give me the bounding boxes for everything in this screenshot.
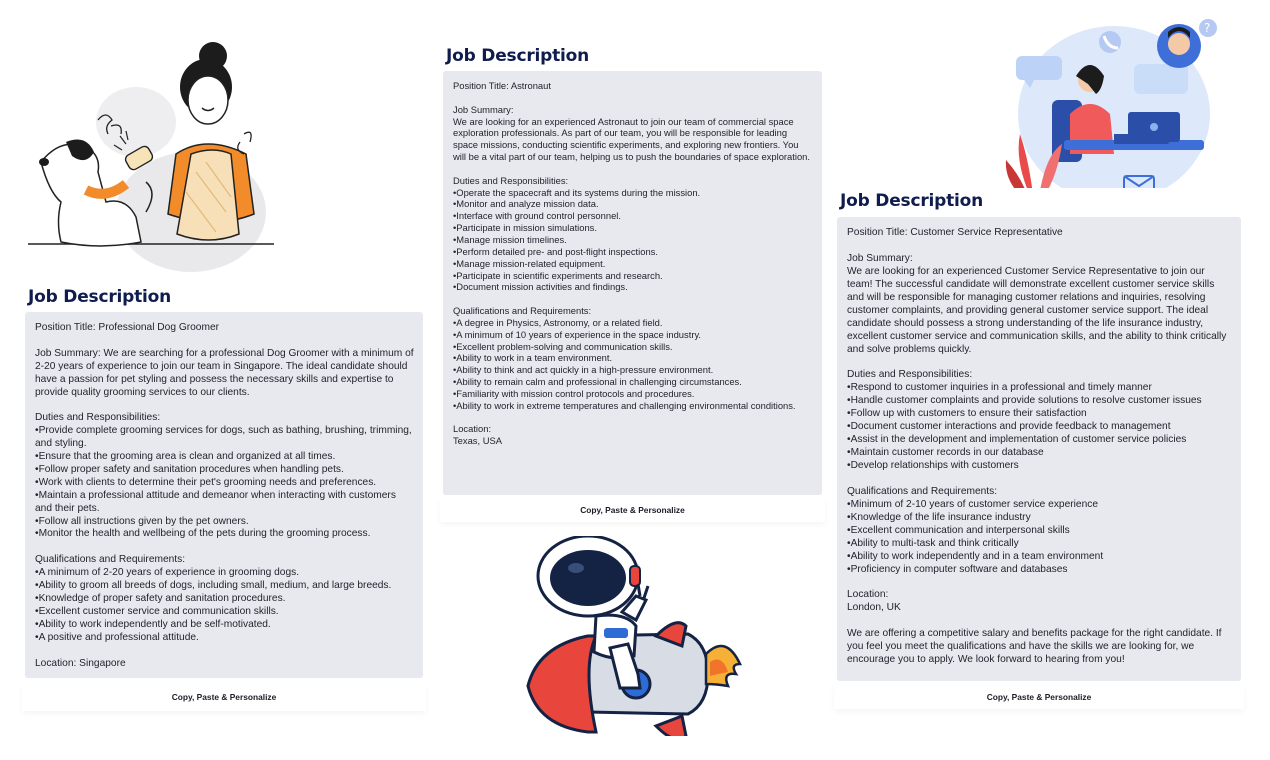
list-item: • Follow up with customers to ensure their satisfaction [847, 408, 1232, 421]
copy-paste-personalize-button[interactable]: Copy, Paste & Personalize [22, 683, 426, 711]
list-item: • Excellent customer service and communication skills. [35, 606, 414, 619]
list-item: • Ability to think and act quickly in a high-pressure environment. [453, 364, 813, 376]
list-item: • Operate the spacecraft and its systems during the mission. [453, 187, 813, 199]
copy-paste-personalize-button[interactable]: Copy, Paste & Personalize [834, 685, 1244, 709]
list-item: • Follow all instructions given by the pet owners. [35, 516, 414, 529]
location-label: Location: [847, 589, 889, 601]
list-item: • Proficiency in computer software and databases [847, 564, 1232, 577]
list-item: • Ensure that the grooming area is clean and organized at all times. [35, 451, 414, 464]
location-section [453, 423, 813, 447]
list-item: • Participate in mission simulations. [453, 222, 813, 234]
copy-paste-personalize-button[interactable]: Copy, Paste & Personalize [440, 498, 825, 522]
summary-section [847, 253, 1232, 357]
job-summary: Job Summary: We are searching for a professional Dog Groomer with a minimum of 2-20 years of experience to join our team in Singapore. The ideal candidate should have a passion for pet styling and possess the necessary skills and expertise to provide quality grooming services to our clients. [35, 347, 414, 398]
duties-section [453, 175, 813, 293]
qualifications-list [35, 567, 414, 644]
astronaut-rocket-illustration [526, 536, 744, 736]
summary-label: Job Summary: [453, 103, 514, 115]
qualifications-list [847, 499, 1232, 577]
list-item: • Ability to work in a team environment. [453, 352, 813, 364]
qualifications-section [35, 554, 414, 644]
list-item: • A degree in Physics, Astronomy, or a related field. [453, 317, 813, 329]
position-title: Position Title: Astronaut [453, 80, 551, 91]
qualifications-label: Qualifications and Requirements: [847, 485, 998, 497]
job-description-panel [443, 71, 822, 495]
list-item: • Monitor and analyze mission data. [453, 198, 813, 210]
job-card-customer-service [834, 188, 1244, 716]
list-item: • Excellent communication and interpersonal skills [847, 525, 1232, 538]
list-item: • A minimum of 10 years of experience in the space industry. [453, 329, 813, 341]
location: Texas, USA [453, 435, 502, 447]
list-item: • Assist in the development and implementation of customer service policies [847, 434, 1232, 447]
list-item: • Handle customer complaints and provide solutions to resolve customer issues [847, 395, 1232, 408]
list-item: • Manage mission-related equipment. [453, 258, 813, 270]
list-item: • Ability to remain calm and professional in challenging circumstances. [453, 376, 813, 388]
list-item: • Knowledge of the life insurance industry [847, 512, 1232, 525]
job-description-panel [25, 312, 423, 678]
location-label: Location: [453, 423, 492, 435]
list-item: • Document mission activities and findings. [453, 281, 813, 293]
job-summary: We are looking for an experienced Customer Service Representative to join our team! The successful candidate will demonstrate excellent customer service skills and will be responsible for managing customer relations and inquiries, resolving customer complaints, and providing general customer service support. The ideal candidate should possess a strong understanding of the life insurance industry, excellent customer service and communication skills, and the ability to think critically and solve problems quickly. [847, 265, 1227, 355]
location-section [847, 589, 1232, 615]
location: Location: Singapore [35, 657, 126, 669]
summary-section [453, 104, 813, 163]
card-heading: Job Description [446, 46, 590, 66]
list-item: • Ability to groom all breeds of dogs, including small, medium, and large breeds. [35, 580, 414, 593]
customer-service-illustration [1004, 14, 1226, 206]
duties-list [453, 187, 813, 294]
dog-groomer-illustration [26, 42, 276, 274]
list-item: • Excellent problem-solving and communication skills. [453, 341, 813, 353]
list-item: • Document customer interactions and provide feedback to management [847, 421, 1232, 434]
duties-label: Duties and Responsibilities: [453, 174, 569, 186]
location: London, UK [847, 602, 901, 614]
list-item: • Knowledge of proper safety and sanitation procedures. [35, 593, 414, 606]
qualifications-label: Qualifications and Requirements: [35, 554, 186, 566]
position-title: Position Title: Professional Dog Groomer [35, 322, 220, 333]
duties-list [35, 425, 414, 541]
list-item: • Maintain a professional attitude and demeanor when interacting with customers and their pets. [35, 490, 414, 516]
qualifications-label: Qualifications and Requirements: [453, 305, 592, 317]
job-description-panel [837, 217, 1241, 681]
list-item: • Ability to multi-task and think critically [847, 538, 1232, 551]
list-item: • A minimum of 2-20 years of experience in grooming dogs. [35, 567, 414, 580]
duties-list [847, 382, 1232, 473]
list-item: • Develop relationships with customers [847, 460, 1232, 473]
summary-label: Job Summary: [847, 252, 913, 264]
list-item: • Manage mission timelines. [453, 234, 813, 246]
list-item: • Monitor the health and wellbeing of the pets during the grooming process. [35, 528, 414, 541]
qualifications-section [453, 305, 813, 412]
closing-statement: We are offering a competitive salary and benefits package for the right candidate. If you feel you meet the qualifications and have the skills we are looking for, we encourage you to apply. We look forward to hearing from you! [847, 628, 1222, 666]
duties-section [35, 412, 414, 541]
list-item: • Maintain customer records in our database [847, 447, 1232, 460]
duties-label: Duties and Responsibilities: [35, 412, 161, 424]
list-item: • Minimum of 2-10 years of customer service experience [847, 499, 1232, 512]
list-item: • Ability to work independently and be self-motivated. [35, 619, 414, 632]
qualifications-list [453, 317, 813, 412]
list-item: • Ability to work independently and in a team environment [847, 551, 1232, 564]
list-item: • Provide complete grooming services for dogs, such as bathing, brushing, trimming, and styling. [35, 425, 414, 451]
list-item: • Ability to work in extreme temperatures and challenging environmental conditions. [453, 400, 813, 412]
duties-section [847, 369, 1232, 473]
position-title: Position Title: Customer Service Representative [847, 227, 1063, 238]
duties-label: Duties and Responsibilities: [847, 369, 973, 381]
list-item: • Respond to customer inquiries in a professional and timely manner [847, 382, 1232, 395]
list-item: • Perform detailed pre- and post-flight inspections. [453, 246, 813, 258]
card-heading: Job Description [28, 287, 172, 307]
list-item: • Follow proper safety and sanitation procedures when handling pets. [35, 464, 414, 477]
list-item: • Participate in scientific experiments and research. [453, 270, 813, 282]
card-heading: Job Description [840, 191, 984, 211]
list-item: • Interface with ground control personnel. [453, 210, 813, 222]
list-item: • Work with clients to determine their pet's grooming needs and preferences. [35, 477, 414, 490]
list-item: • Familiarity with mission control protocols and procedures. [453, 388, 813, 400]
job-card-astronaut [440, 42, 825, 522]
job-summary: We are looking for an experienced Astronaut to join our team of commercial space exploration professionals. As part of our team, you will be responsible for leading space missions, conducting scientific experiments, and exploring new frontiers. You will be a vital part of our team, helping us to push the boundaries of space exploration. [453, 115, 810, 163]
svg-text:?: ? [1204, 21, 1211, 35]
list-item: • A positive and professional attitude. [35, 632, 414, 645]
qualifications-section [847, 486, 1232, 577]
job-card-dog-groomer [22, 283, 426, 716]
